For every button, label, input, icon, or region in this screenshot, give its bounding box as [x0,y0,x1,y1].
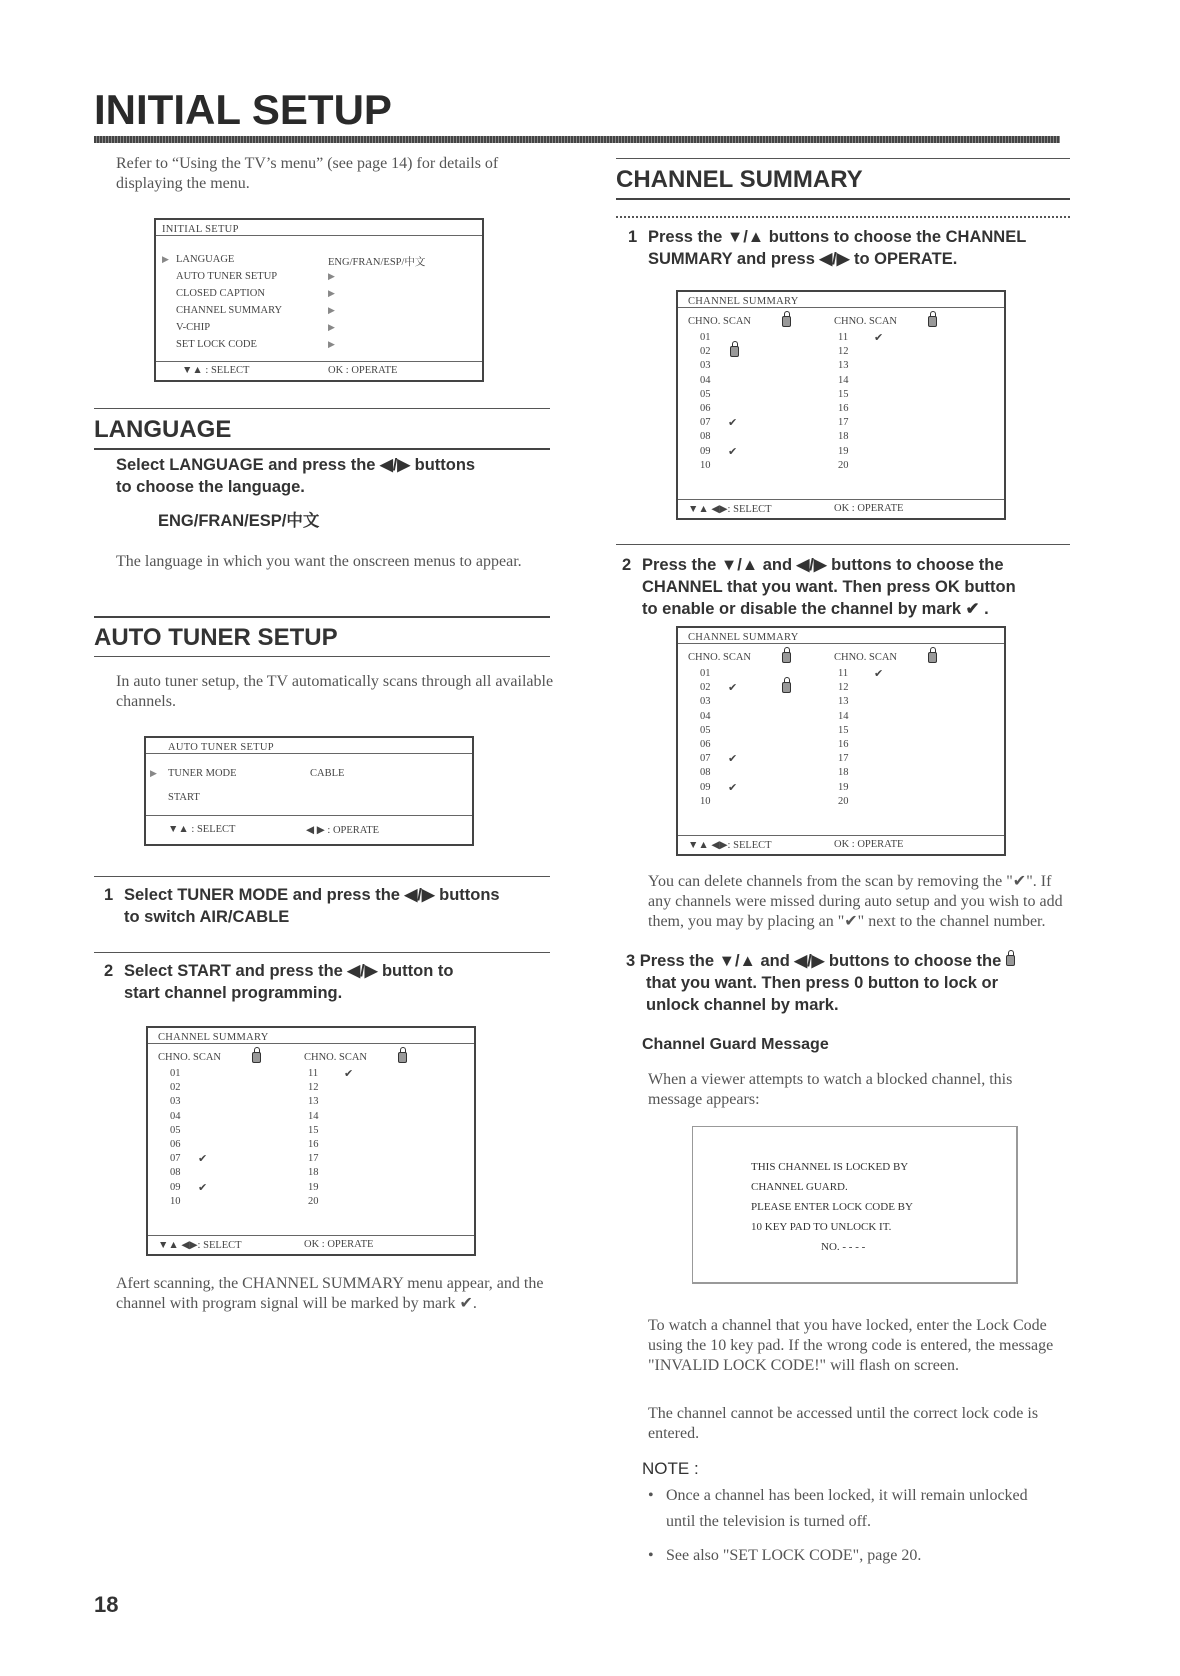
check-mark-icon: ✔ [728,752,738,766]
divider [94,448,550,450]
note-line: Once a channel has been locked, it will remain unlocked [666,1487,1028,1504]
channel-number: 10 [170,1195,181,1207]
channel-number: 15 [838,724,849,736]
lock-icon [730,346,739,357]
after-scan-text: Afert scanning, the CHANNEL SUMMARY menu appear, and the channel with program signal will be marked by mark ✔. [116,1275,544,1312]
channel-number: 09 [700,781,711,793]
column-header-right: CHNO. SCAN [834,316,898,327]
lock-icon [252,1052,261,1063]
submenu-arrow-icon: ▶ [328,289,335,299]
channel-summary-step-3: 3 Press the ▼/▲ and ◀/▶ buttons to choose the that you want. Then press 0 button to lock or unlock channel by mark. [626,950,1015,1016]
channel-number: 12 [308,1082,319,1094]
check-mark-icon: ✔ [728,780,738,794]
footer-operate: OK : OPERATE [834,839,904,850]
channel-number: 20 [838,459,849,471]
menu-footer [156,361,482,380]
check-mark-icon: ✔ [344,1067,354,1080]
check-mark-icon: ✔ [728,681,738,695]
note-item: • See also "SET LOCK CODE", page 20. [648,1546,1088,1566]
footer-select: ▼▲ : SELECT [168,824,236,835]
footer-select: ▼▲ ◀▶: SELECT [158,1240,242,1251]
language-options: ENG/FRAN/ESP/中文 [158,512,320,530]
intro-text: Refer to “Using the TV’s menu” (see page 14) for details of displaying the menu. [116,155,499,192]
channel-guard-text: When a viewer attempts to watch a blocked channel, this message appears: [648,1071,1013,1108]
language-description: The language in which you want the onscreen menus to appear. [116,553,522,570]
footer-select: ▼▲ ◀▶: SELECT [688,840,772,851]
channel-number: 19 [308,1181,319,1193]
menu-item-v-chip: V-CHIP [176,322,211,333]
title-rule [94,136,1060,143]
channel-number: 03 [700,696,711,708]
channel-number: 17 [838,417,849,429]
divider [616,216,1070,218]
channel-summary-menu [676,626,1006,856]
note-item: • Once a channel has been locked, it will remain unlocked until the television is turned off. [648,1486,1088,1532]
channel-number: 19 [838,781,849,793]
channel-summary-heading: CHANNEL SUMMARY [616,166,863,193]
channel-number: 17 [838,753,849,765]
check-mark-icon: ✔ [728,444,738,458]
menu-item-channel-summary: CHANNEL SUMMARY [176,305,283,316]
submenu-arrow-icon: ▶ [328,272,335,282]
channel-number: 06 [700,403,711,414]
guard-message-line: CHANNEL GUARD. [751,1181,848,1193]
channel-number: 14 [838,710,849,722]
menu-item-set-lock-code: SET LOCK CODE [176,339,257,350]
menu-header: AUTO TUNER SETUP [146,738,472,754]
menu-footer [678,835,1004,854]
channel-number: 12 [838,682,849,694]
note-line: See also "SET LOCK CODE", page 20. [666,1547,922,1564]
auto-tuner-menu [144,736,474,846]
channel-number: 17 [308,1153,319,1165]
column-header-left: CHNO. SCAN [688,316,752,327]
access-text: The channel cannot be accessed until the correct lock code is entered. [648,1405,1039,1442]
channel-number: 12 [838,346,849,358]
channel-number: 16 [838,739,849,750]
initial-setup-menu [154,218,484,382]
note-line: until the television is turned off. [666,1513,872,1530]
channel-number: 16 [308,1139,319,1150]
channel-number: 07 [700,417,711,429]
channel-number: 04 [170,1110,181,1122]
channel-number: 01 [170,1068,181,1079]
footer-operate: OK : OPERATE [304,1239,374,1250]
lock-icon [1006,955,1015,966]
channel-summary-step-2: 2 Press the ▼/▲ and ◀/▶ buttons to choose the CHANNEL that you want. Then press OK button to enable or disable the channel by mark ✔ . [622,556,1016,618]
language-instruction: Select LANGUAGE and press the ◀/▶ buttons to choose the language. [116,456,476,496]
channel-number: 02 [170,1082,181,1094]
menu-item-language-value: ENG/FRAN/ESP/中文 [328,257,426,268]
check-mark-icon: ✔ [874,667,884,680]
channel-number: 11 [838,668,849,679]
guard-message-line: THIS CHANNEL IS LOCKED BY [751,1161,909,1173]
footer-operate: ◀ ▶ : OPERATE [306,825,380,836]
column-header-right: CHNO. SCAN [304,1052,368,1063]
channel-number: 10 [700,459,711,471]
language-heading: LANGUAGE [94,416,232,443]
divider [616,198,1070,200]
channel-number: 13 [308,1096,319,1108]
channel-number: 07 [170,1153,181,1165]
channel-number: 19 [838,445,849,457]
lock-icon [928,652,937,663]
lock-icon [782,652,791,663]
menu-footer [148,1235,474,1254]
submenu-arrow-icon: ▶ [328,323,335,333]
divider [94,616,550,618]
lock-icon [928,316,937,327]
channel-number: 08 [700,431,711,443]
note-heading: NOTE : [642,1459,699,1478]
channel-guard-message-box [692,1126,1018,1284]
divider [94,952,550,953]
footer-operate: OK : OPERATE [834,503,904,514]
menu-footer [146,815,472,844]
column-header-right: CHNO. SCAN [834,652,898,663]
column-header-left: CHNO. SCAN [688,652,752,663]
check-mark-icon: ✔ [198,1152,208,1166]
menu-item-closed-caption: CLOSED CAPTION [176,288,265,299]
divider [94,876,550,877]
channel-guard-heading: Channel Guard Message [642,1036,829,1053]
guard-message-line: PLEASE ENTER LOCK CODE BY [751,1201,913,1213]
channel-number: 08 [700,767,711,779]
column-header-left: CHNO. SCAN [158,1052,222,1063]
footer-select: ▼▲ : SELECT [182,365,250,376]
page-number: 18 [94,1592,119,1617]
channel-number: 04 [700,710,711,722]
lock-code-number: NO. - - - - [821,1241,866,1253]
cursor-icon: ▶ [150,769,157,779]
check-mark-icon: ✔ [728,416,738,430]
auto-tuner-description: In auto tuner setup, the TV automatically scans through all available channels. [116,673,554,710]
watch-locked-text: To watch a channel that you have locked, enter the Lock Code using the 10 key pad. If the wrong code is entered, the message "INVALID LOCK CODE!" will flash on screen. [648,1317,1054,1374]
channel-number: 05 [700,388,711,400]
channel-number: 13 [838,360,849,372]
channel-number: 06 [700,739,711,750]
menu-footer [678,499,1004,518]
channel-number: 03 [170,1096,181,1108]
channel-number: 02 [700,346,711,358]
guard-message-line: 10 KEY PAD TO UNLOCK IT. [751,1221,892,1233]
channel-number: 18 [838,431,849,443]
check-mark-icon: ✔ [198,1180,208,1194]
tuner-mode-value: CABLE [310,768,345,779]
channel-summary-step-1: 1 Press the ▼/▲ buttons to choose the CHANNEL SUMMARY and press ◀/▶ to OPERATE. [628,228,1027,268]
channel-number: 11 [308,1068,319,1079]
start-label: START [168,792,200,803]
tuner-mode-label: TUNER MODE [168,768,237,779]
channel-number: 06 [170,1139,181,1150]
channel-number: 18 [838,767,849,779]
delete-channels-text: You can delete channels from the scan by removing the "✔". If any channels were missed during auto setup and you wish to add them, you may by placing an "✔" next to the channel number. [648,873,1063,930]
channel-number: 08 [170,1167,181,1179]
channel-number: 20 [838,795,849,807]
channel-number: 07 [700,753,711,765]
channel-number: 03 [700,360,711,372]
channel-number: 11 [838,332,849,343]
channel-summary-menu [676,290,1006,520]
auto-tuner-step-2: 2 Select START and press the ◀/▶ button to start channel programming. [104,962,454,1002]
footer-select: ▼▲ ◀▶: SELECT [688,504,772,515]
divider [616,544,1070,545]
submenu-arrow-icon: ▶ [328,306,335,316]
menu-header: CHANNEL SUMMARY [678,292,1004,308]
menu-item-auto-tuner: AUTO TUNER SETUP [176,271,278,282]
channel-number: 20 [308,1195,319,1207]
channel-number: 04 [700,374,711,386]
menu-item-language: LANGUAGE [176,254,235,265]
channel-number: 09 [700,445,711,457]
menu-header: CHANNEL SUMMARY [148,1028,474,1044]
divider [94,408,550,409]
channel-number: 05 [700,724,711,736]
menu-header: INITIAL SETUP [156,220,482,236]
channel-number: 01 [700,668,711,679]
menu-header: CHANNEL SUMMARY [678,628,1004,644]
channel-number: 13 [838,696,849,708]
lock-icon [782,682,791,693]
channel-number: 14 [838,374,849,386]
channel-summary-menu [146,1026,476,1256]
auto-tuner-step-1: 1 Select TUNER MODE and press the ◀/▶ buttons to switch AIR/CABLE [104,886,500,926]
footer-operate: OK : OPERATE [328,365,398,376]
lock-icon [398,1052,407,1063]
submenu-arrow-icon: ▶ [328,340,335,350]
channel-number: 16 [838,403,849,414]
channel-number: 18 [308,1167,319,1179]
cursor-icon: ▶ [162,255,169,265]
auto-tuner-heading: AUTO TUNER SETUP [94,624,338,651]
channel-number: 05 [170,1124,181,1136]
channel-number: 01 [700,332,711,343]
channel-number: 15 [308,1124,319,1136]
channel-number: 15 [838,388,849,400]
divider [616,158,1070,159]
lock-icon [782,316,791,327]
check-mark-icon: ✔ [874,331,884,344]
page-title: INITIAL SETUP [94,86,392,133]
divider [94,656,550,657]
channel-number: 10 [700,795,711,807]
channel-number: 02 [700,682,711,694]
channel-number: 14 [308,1110,319,1122]
channel-number: 09 [170,1181,181,1193]
